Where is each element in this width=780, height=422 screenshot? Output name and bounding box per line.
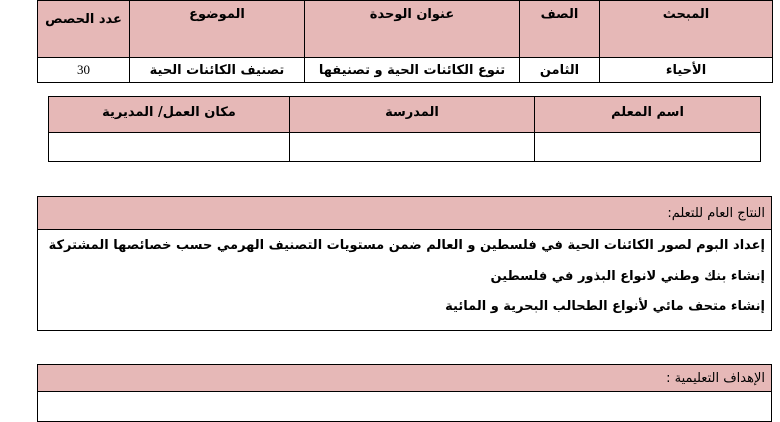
workplace-header: مكان العمل/ المديرية (49, 97, 290, 133)
school-header: المدرسة (290, 97, 535, 133)
grade-value: الثامن (520, 58, 600, 83)
teacher-name-header: اسم المعلم (535, 97, 761, 133)
outcome-item: إعداد البوم لصور الكائنات الحية في فلسطين و العالم ضمن مستويات التصنيف الهرمي حسب خصائصها المشتركة (48, 238, 765, 253)
outcome-item: إنشاء متحف مائي لأنواع الطحالب البحرية و المائية (445, 299, 765, 314)
learning-outcomes-title: النتاج العام للتعلم: (38, 197, 772, 230)
unit-title-value: تنوع الكائنات الحية و تصنيفها (305, 58, 520, 83)
topic-value: تصنيف الكائنات الحية (130, 58, 305, 83)
subject-value: الأحياء (600, 58, 773, 83)
objectives-table (37, 364, 772, 422)
periods-value: 30 (38, 58, 130, 83)
learning-outcomes-table (37, 196, 772, 331)
lesson-info-table (37, 0, 773, 83)
subject-header: المبحث (600, 1, 773, 58)
objectives-content (38, 392, 772, 422)
teacher-info-table (48, 96, 761, 162)
learning-outcomes-list (38, 230, 772, 331)
objectives-title: الإهداف التعليمية : (38, 365, 772, 392)
unit-title-header: عنوان الوحدة (305, 1, 520, 58)
periods-header: عدد الحصص (38, 1, 130, 58)
workplace-field[interactable] (49, 133, 290, 162)
topic-header: الموضوع (130, 1, 305, 58)
teacher-name-field[interactable] (535, 133, 761, 162)
school-field[interactable] (290, 133, 535, 162)
outcome-item: إنشاء بنك وطني لانواع البذور في فلسطين (490, 269, 765, 284)
grade-header: الصف (520, 1, 600, 58)
